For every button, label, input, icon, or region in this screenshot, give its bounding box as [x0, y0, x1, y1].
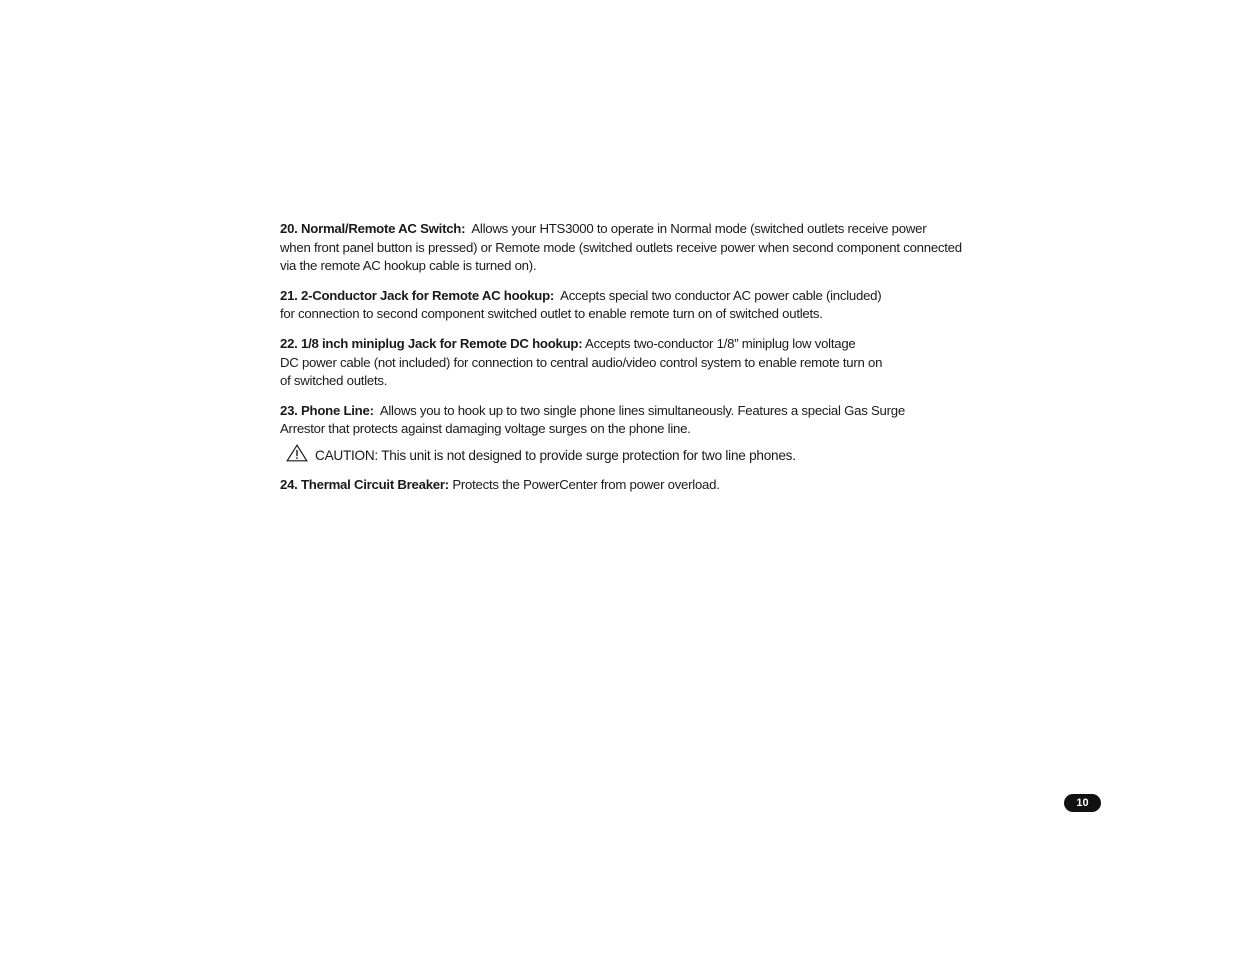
- item-heading: 22. 1/8 inch miniplug Jack for Remote DC hookup:: [280, 335, 583, 351]
- item-heading: 24. Thermal Circuit Breaker:: [280, 476, 449, 492]
- manual-content: [280, 220, 962, 506]
- item-23: [280, 402, 950, 439]
- item-heading: 20. Normal/Remote AC Switch:: [280, 221, 466, 236]
- item-text: DC power cable (not included) for connection to central audio/video control system to enable remote turn on: [280, 354, 883, 370]
- item-heading: 23. Phone Line:: [280, 402, 374, 418]
- item-22: [280, 335, 950, 391]
- caution-note: [286, 444, 950, 465]
- caution-text: CAUTION: This unit is not designed to provide surge protection for two line phones.: [315, 447, 796, 463]
- item-text: Arrestor that protects against damaging voltage surges on the phone line.: [280, 421, 691, 437]
- page-number-badge: 10: [1064, 794, 1101, 812]
- warning-triangle-icon: [286, 444, 308, 462]
- item-text: Allows you to hook up to two single phone lines simultaneously. Features a special Gas Surge: [379, 402, 905, 418]
- item-text: for connection to second component switched outlet to enable remote turn on of switched outlets.: [280, 306, 823, 322]
- item-20: [280, 220, 962, 276]
- item-text: via the remote AC hookup cable is turned on).: [280, 258, 537, 274]
- item-text: Accepts special two conductor AC power cable (included): [560, 287, 882, 303]
- item-21: [280, 287, 950, 324]
- item-heading: 21. 2-Conductor Jack for Remote AC hookup:: [280, 287, 555, 303]
- item-text: of switched outlets.: [280, 373, 388, 389]
- item-text: Accepts two-conductor 1/8” miniplug low voltage: [585, 335, 856, 351]
- item-text: when front panel button is pressed) or Remote mode (switched outlets receive power when second component connected: [280, 239, 962, 255]
- item-24: [280, 476, 950, 495]
- item-text: Allows your HTS3000 to operate in Normal mode (switched outlets receive power: [471, 221, 927, 236]
- item-text: Protects the PowerCenter from power overload.: [452, 476, 720, 492]
